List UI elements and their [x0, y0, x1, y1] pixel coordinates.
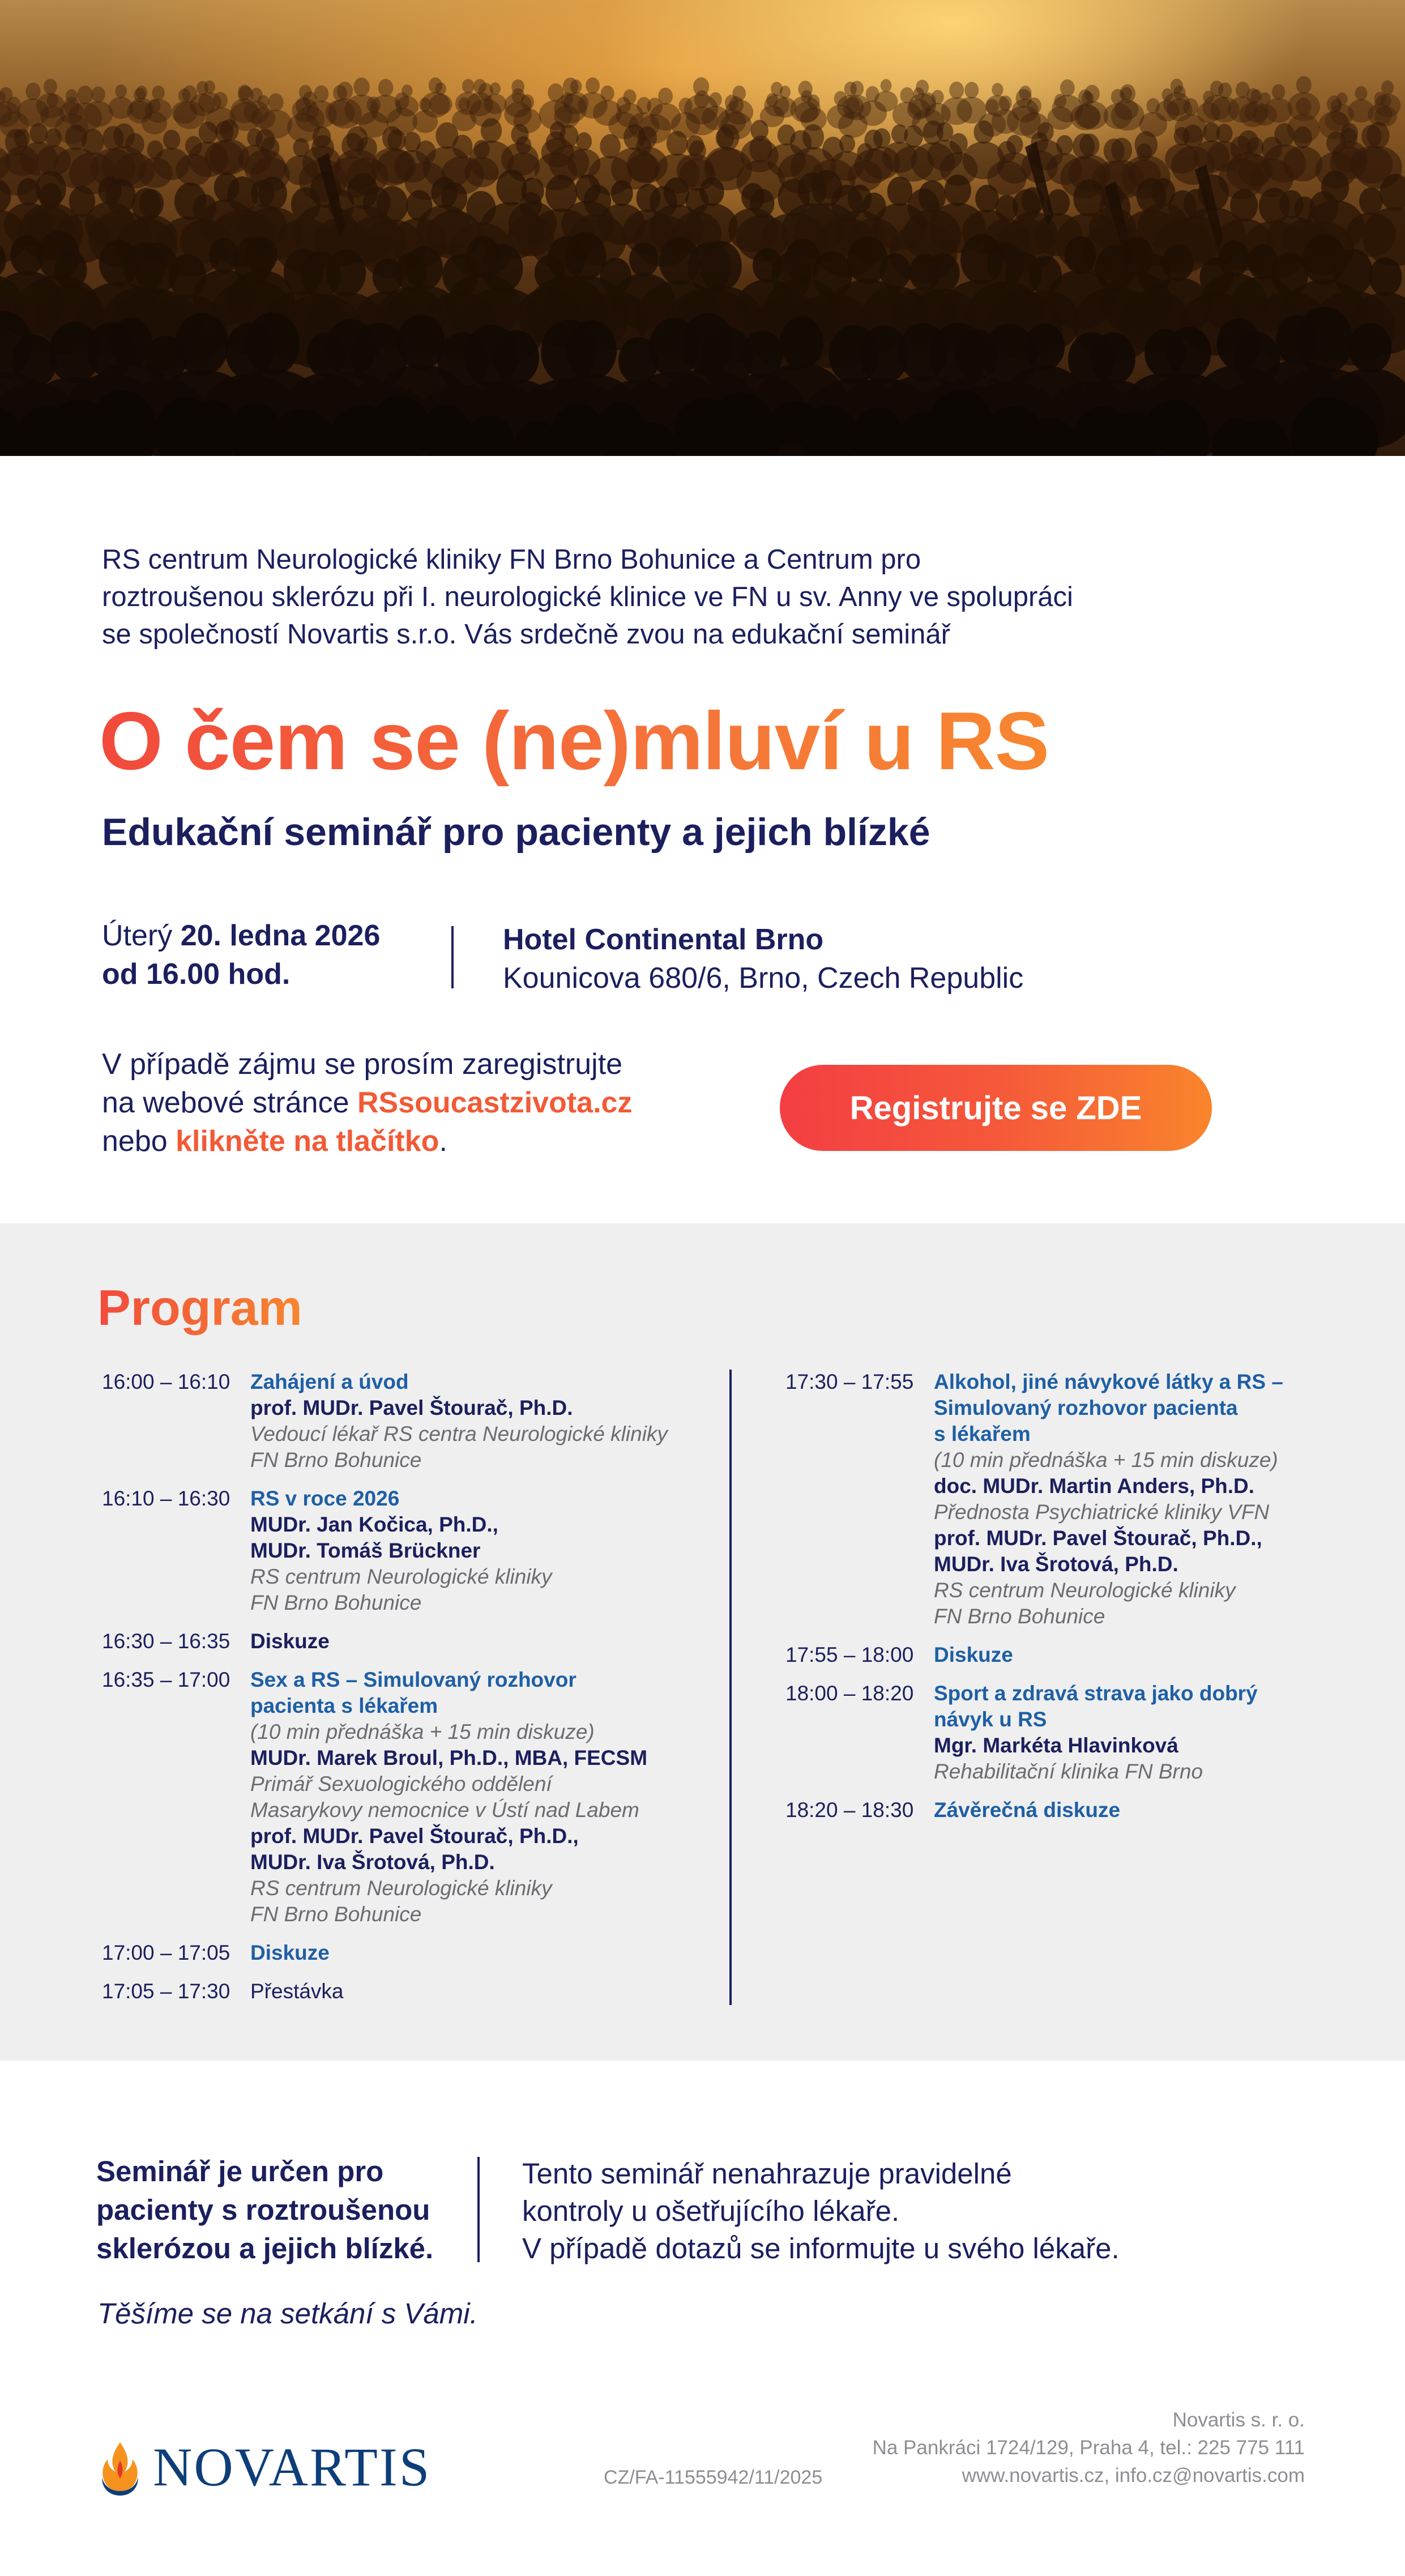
company-street: Na Pankráci 1724/129, Praha 4, tel.: 225 775 111 — [872, 2437, 1305, 2459]
crowd-body — [725, 100, 753, 125]
crowd-body — [1076, 101, 1108, 130]
click-button-text: klikněte na tlačítko — [176, 1125, 439, 1158]
crowd-head — [880, 253, 911, 289]
crowd-head — [664, 177, 689, 207]
crowd-head — [452, 135, 473, 159]
slot-content — [934, 1369, 1352, 1630]
slot-topic: Alkohol, jiné návykové látky a RS – — [934, 1370, 1283, 1393]
crowd-head — [45, 128, 62, 147]
crowd-head — [560, 125, 579, 147]
slot-time: 17:05 – 17:30 — [102, 1980, 230, 2003]
crowd-head — [25, 83, 40, 100]
crowd-head — [163, 130, 180, 150]
crowd-head — [1293, 126, 1312, 148]
intro-line: RS centrum Neurologické kliniky FN Brno Bohunice a Centrum pro — [102, 544, 921, 575]
registration-period: . — [439, 1125, 447, 1158]
slot-topic: Zahájení a úvod — [250, 1370, 409, 1393]
slot-affiliation: RS centrum Neurologické kliniky — [250, 1565, 552, 1588]
event-day: Úterý — [102, 919, 181, 952]
crowd-head — [950, 133, 968, 154]
crowd-head — [750, 189, 774, 218]
slot-time: 18:20 – 18:30 — [785, 1798, 914, 1822]
document-code: CZ/FA-11555942/11/2025 — [604, 2467, 823, 2488]
crowd-head — [14, 129, 30, 147]
program-slot — [102, 1369, 708, 1473]
company-name: Novartis s. r. o. — [1172, 2409, 1305, 2431]
crowd-head — [139, 189, 164, 218]
slot-content — [250, 1628, 708, 1654]
crowd-head — [1247, 137, 1263, 157]
novartis-logo — [96, 2436, 431, 2498]
crowd-head — [1135, 131, 1158, 159]
slot-affiliation: Rehabilitační klinika FN Brno — [934, 1760, 1203, 1783]
crowd-body — [1283, 146, 1322, 181]
crowd-head — [780, 317, 823, 368]
crowd-head — [387, 130, 405, 151]
crowd-head — [429, 78, 442, 93]
slot-speaker: doc. MUDr. Martin Anders, Ph.D. — [934, 1474, 1255, 1498]
audience-note — [96, 2152, 433, 2268]
crowd-head — [482, 244, 523, 293]
crowd-body — [84, 101, 113, 127]
slot-affiliation: FN Brno Bohunice — [250, 1448, 422, 1472]
slot-topic: pacienta s lékařem — [250, 1694, 438, 1717]
crowd-head — [54, 251, 87, 289]
crowd-head — [258, 95, 269, 109]
crowd-head — [611, 180, 633, 206]
crowd-head — [493, 330, 539, 385]
slot-affiliation: RS centrum Neurologické kliniky — [250, 1876, 552, 1900]
crowd-head — [378, 79, 394, 96]
crowd-head — [1025, 323, 1065, 370]
crowd-head — [1084, 85, 1100, 103]
disclaimer-line: Tento seminář nenahrazuje pravidelné — [522, 2157, 1012, 2190]
slot-affiliation: (10 min přednáška + 15 min diskuze) — [250, 1720, 595, 1743]
slot-affiliation: (10 min přednáška + 15 min diskuze) — [934, 1448, 1278, 1472]
crowd-head — [1060, 79, 1075, 96]
crowd-body — [1374, 93, 1401, 117]
crowd-body — [1111, 101, 1145, 130]
crowd-head — [1336, 92, 1348, 105]
crowd-head — [1079, 134, 1099, 157]
crowd-head — [926, 253, 960, 292]
slot-time: 16:35 – 17:00 — [102, 1668, 230, 1691]
crowd-body — [484, 94, 506, 114]
crowd-head — [629, 242, 659, 277]
crowd-head — [851, 81, 864, 97]
slot-speaker: prof. MUDr. Pavel Štourač, Ph.D., — [934, 1526, 1262, 1550]
crowd-head — [115, 84, 127, 98]
crowd-head — [1381, 80, 1394, 95]
crowd-head — [873, 128, 891, 148]
disclaimer-line: V případě dotazů se informujte u svého lékaře. — [522, 2232, 1120, 2264]
venue-address: Kounicova 680/6, Brno, Czech Republic — [503, 962, 1024, 995]
program-slot — [785, 1642, 1352, 1668]
crowd-head — [1037, 122, 1054, 142]
crowd-head — [839, 134, 855, 153]
crowd-head — [395, 92, 409, 109]
footer-divider — [477, 2157, 480, 2262]
slot-time: 17:00 – 17:05 — [102, 1941, 230, 1964]
slot-topic: Sex a RS – Simulovaný rozhovor — [250, 1668, 576, 1691]
crowd-head — [1349, 323, 1391, 373]
crowd-head — [667, 131, 688, 156]
slot-speaker: MUDr. Iva Šrotová, Ph.D. — [250, 1850, 495, 1874]
slot-text: Přestávka — [250, 1980, 344, 2003]
slot-speaker: MUDr. Jan Kočica, Ph.D., — [250, 1513, 498, 1536]
crowd-head — [949, 82, 964, 99]
slot-topic: návyk u RS — [934, 1708, 1047, 1731]
program-slot — [102, 1486, 708, 1616]
crowd-head — [213, 92, 228, 109]
register-button[interactable]: Registrujte se ZDE — [780, 1065, 1212, 1151]
disclaimer-line: kontroly u ošetřujícího lékaře. — [522, 2195, 900, 2227]
crowd-head — [1296, 76, 1312, 94]
crowd-body — [985, 95, 1010, 117]
crowd-head — [333, 85, 347, 101]
crowd-head — [105, 178, 135, 214]
crowd-head — [1218, 83, 1232, 99]
program-slot — [785, 1797, 1352, 1823]
crowd-head — [136, 86, 148, 99]
slot-speaker: MUDr. Tomáš Brückner — [250, 1539, 481, 1562]
venue-name: Hotel Continental Brno — [503, 923, 824, 956]
slot-content — [934, 1681, 1352, 1785]
crowd-head — [586, 78, 600, 94]
logo-wordmark: NOVARTIS — [153, 2437, 432, 2497]
slot-topic: Sport a zdravá strava jako dobrý — [934, 1682, 1258, 1705]
date-venue-divider — [451, 926, 454, 988]
program-slot — [102, 1628, 708, 1654]
crowd-head — [1006, 135, 1023, 154]
crowd-head — [462, 79, 475, 93]
crowd-head — [1321, 170, 1349, 203]
event-date — [102, 916, 380, 993]
page-subtitle: Edukační seminář pro pacienty a jejich blízké — [102, 811, 930, 854]
slot-time: 18:00 – 18:20 — [785, 1682, 914, 1705]
crowd-head — [30, 123, 48, 144]
audience-line: Seminář je určen pro — [96, 2155, 384, 2187]
program-slot — [102, 1940, 708, 1966]
company-address — [873, 2406, 1305, 2489]
slot-content — [250, 1369, 708, 1473]
crowd-head — [175, 313, 228, 376]
crowd-head — [1369, 258, 1402, 296]
crowd-head — [77, 86, 93, 104]
intro-line: se společností Novartis s.r.o. Vás srdečně zvou na edukační seminář — [102, 619, 950, 650]
crowd-head — [717, 124, 740, 151]
crowd-head — [220, 119, 238, 141]
program-slot — [785, 1369, 1352, 1630]
crowd-head — [245, 237, 277, 274]
crowd-head — [1341, 123, 1358, 143]
slot-affiliation: RS centrum Neurologické kliniky — [934, 1579, 1236, 1602]
program-heading: Program — [97, 1280, 302, 1336]
slot-topic: Diskuze — [934, 1643, 1013, 1666]
crowd-head — [1296, 307, 1353, 374]
crowd-head — [617, 97, 631, 114]
crowd-head — [565, 232, 606, 281]
slot-time: 16:10 – 16:30 — [102, 1487, 230, 1510]
crowd-head — [1091, 332, 1135, 385]
slot-affiliation: Vedoucí lékař RS centra Neurologické kliniky — [250, 1422, 668, 1445]
crowd-head — [699, 177, 724, 206]
program-column-left — [102, 1369, 708, 2017]
crowd-head — [326, 250, 366, 297]
crowd-head — [44, 79, 57, 95]
slot-affiliation: FN Brno Bohunice — [250, 1591, 422, 1614]
slot-time: 17:55 – 18:00 — [785, 1643, 914, 1666]
slot-content — [250, 1667, 708, 1927]
crowd-head — [1056, 135, 1073, 155]
slot-affiliation: Primář Sexuologického oddělení — [250, 1772, 552, 1795]
audience-line: sklerózou a jejich blízké. — [96, 2232, 434, 2264]
slot-content — [934, 1797, 1352, 1823]
crowd-head — [313, 126, 331, 148]
crowd-head — [1246, 88, 1259, 104]
registration-line: V případě zájmu se prosím zaregistrujte — [102, 1048, 623, 1081]
program-column-right — [785, 1369, 1352, 1836]
crowd-head — [881, 79, 892, 92]
crowd-head — [82, 129, 104, 155]
crowd-head — [1333, 249, 1373, 296]
intro-text — [102, 541, 1178, 653]
crowd-head — [152, 86, 165, 100]
slot-affiliation: Přednosta Psychiatrické kliniky VFN — [934, 1500, 1270, 1524]
company-web: www.novartis.cz, info.cz@novartis.com — [962, 2464, 1305, 2487]
crowd-head — [686, 135, 704, 156]
disclaimer — [522, 2155, 1120, 2267]
slot-affiliation: FN Brno Bohunice — [934, 1605, 1105, 1628]
slot-affiliation: FN Brno Bohunice — [250, 1903, 422, 1926]
crowd-head — [1162, 244, 1193, 281]
registration-line: nebo — [102, 1125, 176, 1158]
crowd-head — [39, 183, 62, 210]
crowd-head — [441, 183, 467, 214]
crowd-silhouettes — [0, 0, 1405, 456]
crowd-head — [992, 83, 1003, 96]
crowd-head — [126, 133, 144, 155]
slot-speaker: MUDr. Iva Šrotová, Ph.D. — [934, 1553, 1178, 1576]
crowd-head — [1274, 123, 1295, 147]
crowd-head — [1355, 86, 1368, 101]
crowd-head — [314, 86, 329, 103]
crowd-head — [1120, 84, 1135, 103]
crowd-head — [904, 125, 923, 148]
crowd-head — [47, 93, 59, 107]
slot-topic: Simulovaný rozhovor pacienta — [934, 1396, 1238, 1419]
crowd-head — [521, 95, 534, 110]
slot-speaker: prof. MUDr. Pavel Štourač, Ph.D. — [250, 1396, 573, 1419]
crowd-head — [1167, 327, 1211, 379]
program-slot — [102, 1667, 708, 1927]
crowd-head — [148, 99, 160, 113]
crowd-head — [601, 86, 614, 101]
crowd-head — [1019, 86, 1031, 100]
audience-line: pacienty s roztroušenou — [96, 2194, 430, 2226]
crowd-head — [481, 118, 502, 143]
crowd-head — [199, 122, 217, 144]
crowd-head — [945, 174, 971, 206]
crowd-head — [377, 186, 408, 223]
slot-content — [250, 1978, 708, 2004]
crowd-head — [490, 82, 501, 95]
crowd-head — [405, 246, 443, 290]
program-slot — [102, 1978, 708, 2004]
crowd-head — [1065, 236, 1096, 274]
crowd-head — [638, 126, 657, 149]
program-column-divider — [729, 1370, 732, 2005]
slot-speaker: MUDr. Marek Broul, Ph.D., MBA, FECSM — [250, 1746, 648, 1769]
crowd-head — [802, 124, 824, 150]
crowd-head — [299, 85, 311, 100]
slot-topic: RS v roce 2026 — [250, 1487, 400, 1510]
crowd-head — [92, 86, 105, 103]
slot-content — [934, 1642, 1352, 1668]
event-date-value: 20. ledna 2026 — [180, 919, 381, 952]
crowd-head — [1171, 79, 1183, 93]
program-slot — [785, 1681, 1352, 1785]
crowd-head — [246, 312, 300, 376]
slot-affiliation: Masarykovy nemocnice v Ústí nad Labem — [250, 1798, 639, 1822]
crowd-head — [204, 80, 215, 93]
crowd-head — [520, 192, 542, 217]
slot-time: 16:00 – 16:10 — [102, 1370, 230, 1393]
crowd-head — [709, 92, 722, 108]
intro-line: roztroušenou sklerózu při I. neurologické klinice ve FN u sv. Anny ve spolupráci — [102, 582, 1073, 612]
crowd-head — [260, 137, 279, 159]
crowd-head — [1111, 138, 1132, 163]
closing-line: Těšíme se na setkání s Vámi. — [97, 2297, 478, 2330]
slot-topic: Diskuze — [250, 1941, 330, 1964]
crowd-body — [142, 112, 167, 134]
slot-speaker: Mgr. Markéta Hlavinková — [934, 1734, 1178, 1757]
crowd-head — [259, 177, 287, 210]
crowd-head — [1367, 122, 1390, 149]
registration-website-link[interactable]: RSsoucastzivota.cz — [357, 1086, 633, 1119]
crowd-head — [964, 82, 979, 98]
crowd-head — [357, 137, 377, 160]
crowd-head — [566, 320, 617, 380]
event-venue — [503, 920, 1023, 997]
slot-topic: Závěrečná diskuze — [934, 1798, 1121, 1822]
crowd-head — [576, 133, 592, 151]
crowd-head — [699, 241, 742, 291]
slot-time: 17:30 – 17:55 — [785, 1370, 914, 1393]
crowd-head — [798, 80, 812, 97]
registration-text — [102, 1045, 632, 1161]
crowd-head — [808, 95, 820, 109]
registration-line: na webové stránce — [102, 1086, 357, 1119]
crowd-head — [570, 79, 582, 93]
slot-content — [250, 1486, 708, 1616]
crowd-head — [733, 86, 746, 101]
crowd-head — [511, 124, 528, 145]
slot-content — [250, 1940, 708, 1966]
crowd-head — [973, 120, 993, 144]
crowd-body — [1288, 92, 1320, 121]
crowd-head — [1216, 123, 1233, 143]
crowd-head — [268, 93, 283, 112]
crowd-head — [932, 90, 944, 105]
crowd-head — [1027, 97, 1041, 114]
hero-crowd-photo — [0, 0, 1405, 456]
crowd-head — [353, 78, 369, 96]
crowd-head — [1272, 84, 1285, 100]
slot-time: 16:30 – 16:35 — [102, 1630, 230, 1653]
slot-speaker: prof. MUDr. Pavel Štourač, Ph.D., — [250, 1824, 579, 1848]
slot-topic: s lékařem — [934, 1422, 1031, 1445]
crowd-head — [693, 77, 709, 96]
novartis-flame-icon — [96, 2438, 144, 2497]
slot-speaker: Diskuze — [250, 1630, 330, 1653]
crowd-head — [1183, 98, 1198, 116]
crowd-head — [1230, 189, 1258, 222]
crowd-head — [975, 185, 999, 212]
event-time: od 16.00 hod. — [102, 958, 291, 991]
crowd-head — [1219, 240, 1250, 276]
page-title: O čem se (ne)mluví u RS — [99, 694, 1049, 788]
crowd-head — [658, 88, 673, 105]
crowd-body — [421, 92, 450, 117]
crowd-head — [780, 86, 791, 99]
